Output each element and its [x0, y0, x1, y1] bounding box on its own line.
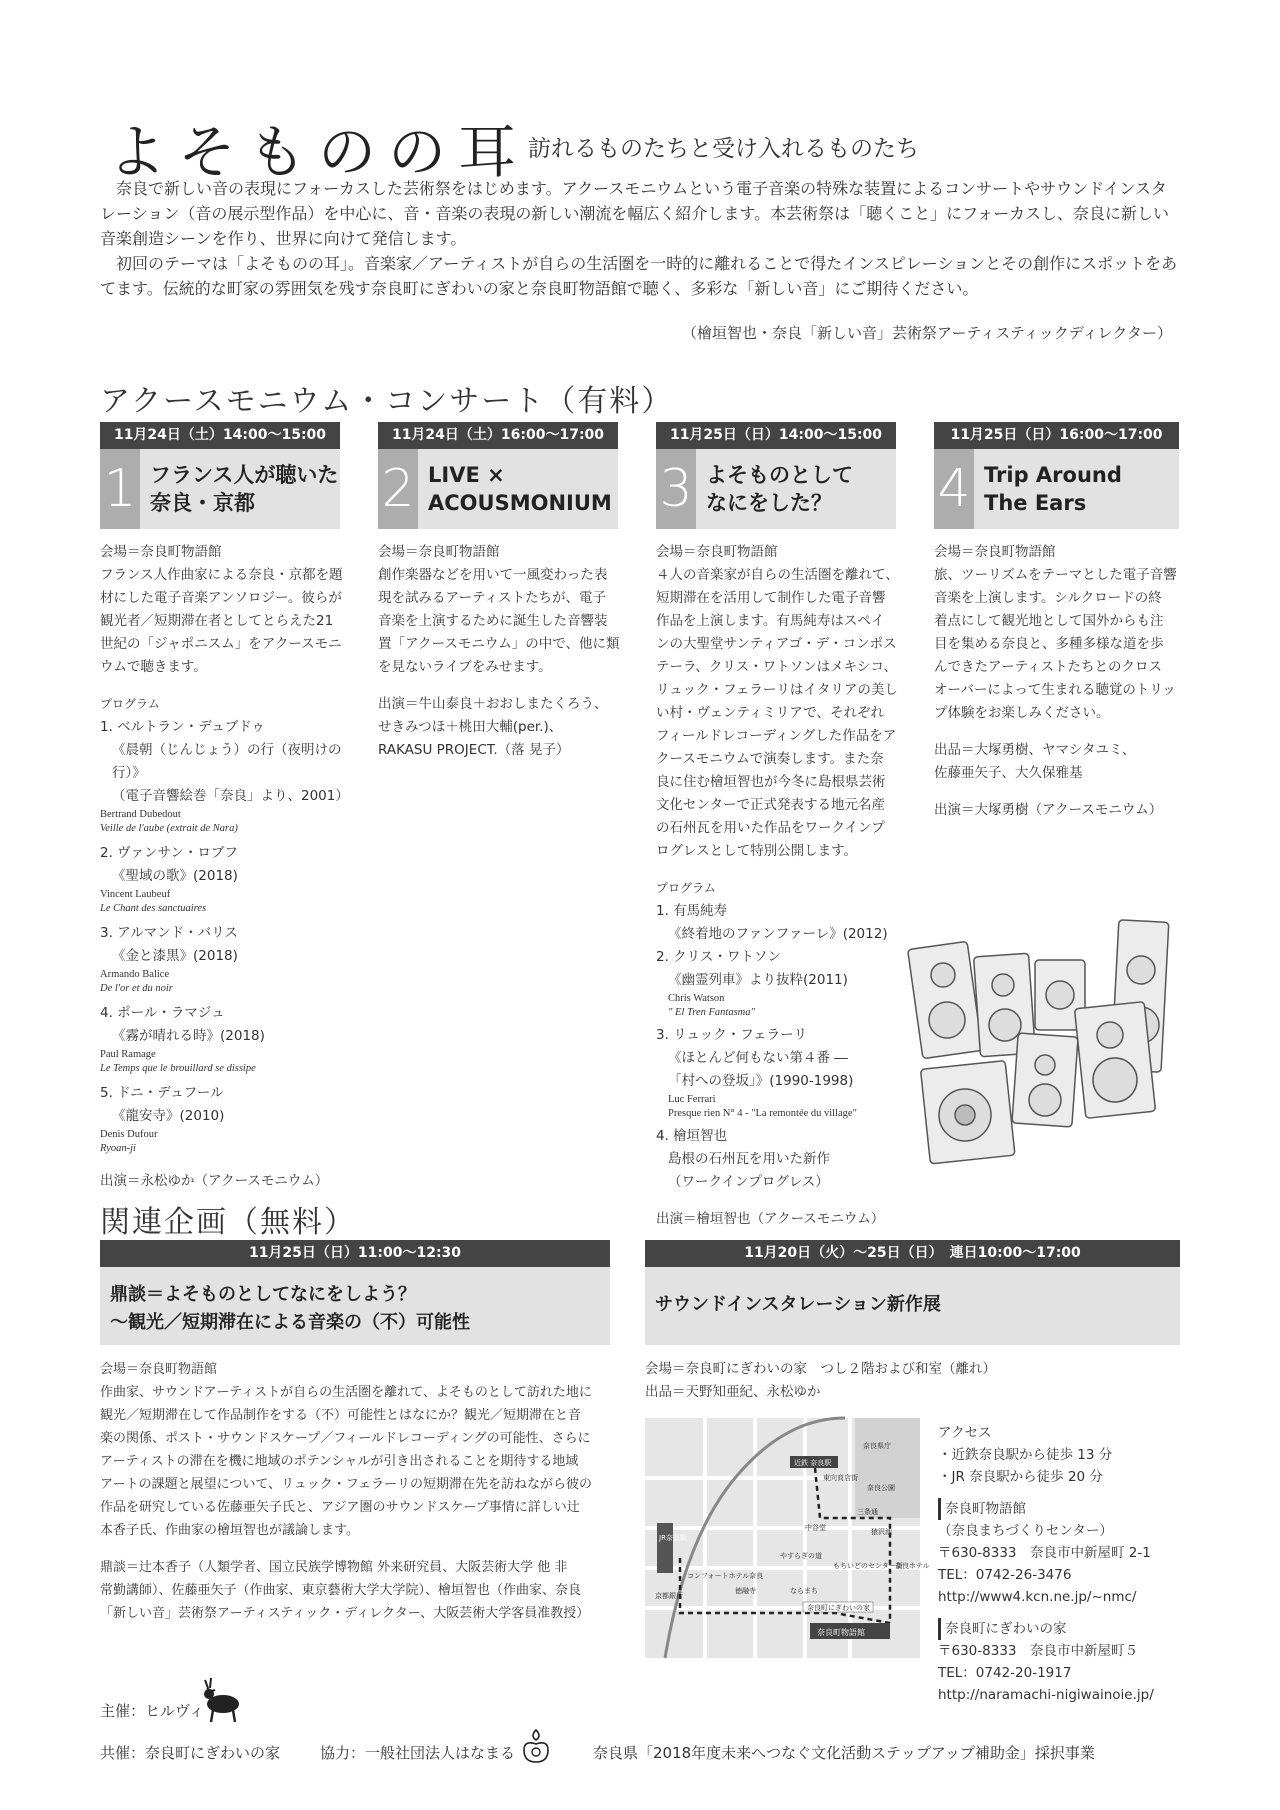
program-work: （電子音響絵巻「奈良」より、2001） [112, 788, 349, 804]
desc-line: 楽の関係、ポスト・サウンドスケープ／フィールドレコーディングの可能性、さらに [100, 1431, 591, 1446]
desc-line: の石州瓦を用いた作品をワークインプ [656, 820, 885, 836]
speakers-line: 鼎談＝辻本香子（人類学者、国立民族学博物館 外来研究員、大阪芸術大学 他 非 [100, 1560, 568, 1575]
program-work: （ワークインプログレス） [668, 1174, 829, 1190]
card-title [110, 1281, 470, 1337]
desc-line: プ体験をお楽しみください。 [934, 705, 1110, 721]
desc-line: クースモニウムで演奏します。また奈 [656, 751, 884, 767]
venue: 会場＝奈良町物語館 [934, 544, 1056, 560]
program-en-work: Le Chant des sanctuaires [100, 903, 207, 914]
program-item: 4. ポール・ラマジュ [100, 1005, 225, 1021]
venue: 会場＝奈良町物語館 [378, 544, 500, 560]
concert-card-3-body [656, 541, 916, 1231]
map-label: 奈良公園 [867, 1484, 895, 1492]
speakers-line: 常勤講師）、佐藤亜矢子（作曲家、東京藝術大学大学院）、檜垣智也（作曲家、奈良 [100, 1583, 582, 1598]
program-work: 《晨朝（じんじょう）の行（夜明けの行）》 [112, 742, 342, 781]
program-en-name: Bertrand Dubedout [100, 809, 181, 820]
access-label: アクセス [938, 1425, 992, 1441]
program-label: プログラム [100, 697, 160, 711]
program-item: 1. ベルトラン・デュブドゥ [100, 719, 265, 735]
program-item: 5. ドニ・デュフール [100, 1085, 224, 1101]
related-right-card [645, 1240, 1180, 1345]
desc-line: 材にした電子音楽アンソロジー。彼らが [100, 590, 342, 606]
card-title [984, 461, 1122, 517]
desc-line: 文化センターで正式発表する地元名産 [656, 797, 885, 813]
program-item: 2. ヴァンサン・ロブフ [100, 845, 238, 861]
program-work: 《龍安寺》(2010) [112, 1108, 225, 1124]
card-title-line: なにをした？ [706, 491, 832, 515]
program-label: プログラム [656, 881, 716, 895]
access-line: ・JR 奈良駅から徒歩 20 分 [938, 1469, 1103, 1485]
desc-line: 目を集める奈良と、多種多様な道を歩 [934, 636, 1164, 652]
program-work: 《終着地のファンファーレ》(2012) [668, 926, 888, 942]
venue-line: TEL：0742-26-3476 [938, 1567, 1072, 1583]
desc-line: 観光者／短期滞在者としてとらえた21 [100, 613, 334, 629]
desc-line: を見ないライブをみせます。 [378, 659, 552, 675]
footer-cooperation: 協力：一般社団法人はなまる [320, 1744, 516, 1762]
card-title [706, 461, 853, 517]
program-work: 《金と漆黒》(2018) [112, 948, 238, 964]
venue-name: 奈良町物語館 [938, 1498, 1188, 1520]
card-number: 1 [100, 449, 140, 529]
program-work: 《幽霊列車》より抜粋(2011) [668, 972, 848, 988]
map-label: 東向商店街 [823, 1474, 858, 1482]
venue-line: TEL：0742-20-1917 [938, 1665, 1072, 1681]
venue-line: （奈良まちづくりセンター） [938, 1523, 1113, 1539]
page-title: よそものの耳 [108, 118, 529, 186]
access-map [645, 1418, 930, 1658]
program-work: 「村への登坂」》(1990-1998) [668, 1073, 854, 1089]
card-title-line: 鼎談＝よそものとしてなにをしよう？ [110, 1284, 416, 1305]
deer-logo [195, 1676, 245, 1724]
desc-line: 現を試みるアーティストたちが、電子 [378, 590, 607, 606]
card-title-line: ACOUSMONIUM [428, 491, 612, 515]
venue-name: 奈良町にぎわいの家 [938, 1618, 1188, 1640]
program-en-name: Denis Dufour [100, 1129, 158, 1140]
card-title-line: 奈良・京都 [150, 491, 255, 515]
desc-line: 作品を上演します。有馬純寿はスペイ [656, 613, 885, 629]
card-date: 11月25日（日）14:00〜15:00 [656, 422, 896, 449]
program-work: 《霧が晴れる時》(2018) [112, 1028, 265, 1044]
desc-line: ログレスとして特別公開します。 [656, 843, 858, 859]
card-date: 11月24日（土）16:00〜17:00 [378, 422, 618, 449]
map-label: ならまち [790, 1587, 818, 1595]
desc-line: リュック・フェラーリはイタリアの美し [656, 682, 898, 698]
program-en-name: Armando Balice [100, 969, 170, 980]
concert-card-4 [934, 422, 1179, 529]
program-item: 3. リュック・フェラーリ [656, 1027, 808, 1043]
desc-line: テーラ、クリス・ワトソンはメキシコ、 [656, 659, 897, 675]
desc-line: 良に住む檜垣智也が今冬に島根県芸術 [656, 774, 886, 790]
card-title-line: The Ears [984, 491, 1087, 515]
venue-url[interactable]: http://www4.kcn.ne.jp/~nmc/ [938, 1589, 1137, 1605]
card-title-block [378, 449, 618, 529]
map-label: もちいどのセンター街 [833, 1562, 903, 1570]
desc-line: 短期滞在を活用して制作した電子音響 [656, 590, 886, 606]
performer: RAKASU PROJECT.（落 晃子） [378, 742, 570, 758]
map-label: 猿沢池 [871, 1528, 892, 1536]
card-title-block [934, 449, 1179, 529]
footer-host: 主催：ヒルヴィ [100, 1702, 205, 1720]
desc-line: ウムで聴きます。 [100, 659, 207, 675]
exhibitors: 佐藤亜矢子、大久保雅基 [934, 765, 1083, 781]
footer-grant: 奈良県「2018年度未来へつなぐ文化活動ステップアップ補助金」採択事業 [593, 1744, 1095, 1762]
desc-line: 音楽を上演します。シルクロードの終 [934, 590, 1162, 606]
card-date: 11月25日（日）11:00〜12:30 [100, 1240, 610, 1267]
program-en-work: Ryoan-ji [100, 1143, 136, 1154]
program-en-work: Veille de l'aube (extrait de Nara) [100, 823, 238, 834]
exhibitors: 出品＝天野知亜紀、永松ゆか [645, 1384, 821, 1400]
desc-line: 本香子氏、作曲家の檜垣智也が議論します。 [100, 1523, 359, 1538]
program-en-work: Le Temps que le brouillard se dissipe [100, 1063, 256, 1074]
map-label: JR奈良駅 [659, 1534, 687, 1542]
page-subtitle: 訪れるものたちと受け入れるものたち [528, 136, 919, 162]
card-title-line: よそものとして [706, 463, 853, 487]
map-label: 中谷堂 [805, 1524, 826, 1532]
venue-url[interactable]: http://naramachi-nigiwainoie.jp/ [938, 1687, 1154, 1703]
intro-paragraph: 奈良で新しい音の表現にフォーカスした芸術祭をはじめます。アクースモニウムという電子音楽の特殊な装置によるコンサートやサウンドインスタレーション（音の展示型作品）を中心に、音・音楽の表現の新しい潮流を幅広く紹介します。本芸術祭は「聴くこと」にフォーカスし、奈良に新しい音楽創造シーンを作り、世界に向けて発信します。 [100, 179, 1169, 248]
desc-line: ンの大聖堂サンティアゴ・デ・コンポス [656, 636, 897, 652]
card-title-line: Trip Around [984, 463, 1122, 487]
program-item: 4. 檜垣智也 [656, 1128, 728, 1144]
concert-card-4-body [934, 541, 1184, 822]
map-label: やすらぎの道 [780, 1552, 822, 1560]
desc-line: アーティストの滞在を機に地域のポテンシャルが引き出されることを期待する地域 [100, 1454, 579, 1469]
card-number: 3 [656, 449, 696, 529]
program-work: 島根の石州瓦を用いた新作 [668, 1151, 830, 1167]
card-title-block [100, 1267, 610, 1345]
program-item: 3. アルマンド・バリス [100, 925, 238, 941]
desc-line: 作曲家、サウンドアーティストが自らの生活圏を離れて、よそものとして訪れた地に [100, 1385, 592, 1400]
card-number: 2 [378, 449, 418, 529]
related-left-card [100, 1240, 610, 1345]
desc-line: 創作楽器などを用いて一風変わった表 [378, 567, 608, 583]
card-number: 4 [934, 449, 974, 529]
performer: 出演＝檜垣智也（アクースモニウム） [656, 1211, 885, 1227]
card-date: 11月24日（土）14:00〜15:00 [100, 422, 340, 449]
program-en-work: " El Tren Fantasma" [668, 1007, 755, 1018]
map-label: 三条通 [857, 1508, 878, 1516]
venue: 会場＝奈良町物語館 [656, 544, 778, 560]
card-date: 11月25日（日）16:00〜17:00 [934, 422, 1179, 449]
map-label: 近鉄 奈良駅 [794, 1459, 832, 1467]
related-right-body [645, 1358, 1185, 1404]
exhibitors: 出品＝大塚勇樹、ヤマシタユミ、 [934, 742, 1136, 758]
desc-line: んできたアーティストたちとのクロス [934, 659, 1163, 675]
desc-line: 観光／短期滞在して作品制作をする（不）可能性とはなにか？観光／短期滞在と音 [100, 1408, 582, 1423]
card-title: サウンドインスタレーション新作展 [655, 1294, 941, 1315]
concert-heading: アクースモニウム・コンサート（有料） [100, 384, 674, 419]
footer-cohost: 共催：奈良町にぎわいの家 [100, 1744, 281, 1762]
intro-text [100, 176, 1180, 301]
program-en-work: Presque rien N° 4 - "La remontée du village" [668, 1108, 857, 1119]
program-en-work: De l'or et du noir [100, 983, 173, 994]
desc-line: 作品を研究している佐藤亜矢子氏と、アジア圏のサウンドスケープ事情に詳しい辻 [100, 1500, 580, 1515]
performer: 出演＝牛山泰良＋おおしまたくろう、 [378, 696, 608, 712]
card-title-line: LIVE × [428, 463, 505, 487]
map-label: 奈良町物語館 [817, 1628, 865, 1637]
venue: 会場＝奈良町物語館 [100, 1362, 218, 1377]
card-title [428, 461, 612, 517]
program-en-name: Paul Ramage [100, 1049, 156, 1060]
speakers-illustration [905, 915, 1175, 1165]
hanamaru-logo [518, 1726, 554, 1770]
card-title-block [100, 449, 340, 529]
intro-paragraph: 初回のテーマは「よそものの耳」。音楽家／アーティストが自らの生活圏を一時的に離れることで得たインスピレーションとその創作にスポットをあてます。伝統的な町家の雰囲気を残す奈良町にぎわいの家と奈良町物語館で聴く、多彩な「新しい音」にご期待ください。 [100, 254, 1178, 298]
card-title-line: フランス人が聴いた [150, 463, 339, 487]
desc-line: い村・ヴェンティミリアで、それぞれ [656, 705, 885, 721]
director-signature: （檜垣智也・奈良「新しい音」芸術祭アーティスティックディレクター） [681, 324, 1172, 342]
related-left-body [100, 1358, 620, 1625]
speakers-line: 「新しい音」芸術祭アーティスティック・ディレクター、大阪芸術大学客員准教授） [100, 1606, 590, 1621]
desc-line: オーバーによって生まれる聴覚のトリッ [934, 682, 1176, 698]
performer: 出演＝永松ゆか（アクースモニウム） [100, 1173, 329, 1189]
desc-line: 世紀の「ジャポニスム」をアクースモニ [100, 636, 342, 652]
program-work: 《ほとんど何もない第４番 ― [668, 1050, 848, 1066]
desc-line: 音楽を上演するために誕生した音響装 [378, 613, 608, 629]
card-title-line: 〜観光／短期滞在による音楽の（不）可能性 [110, 1312, 470, 1333]
program-item: 1. 有馬純寿 [656, 903, 728, 919]
program-en-name: Luc Ferrari [668, 1094, 716, 1105]
map-label: 奈良ホテル [895, 1562, 930, 1570]
program-en-name: Vincent Laubeuf [100, 889, 171, 900]
access-line: ・近鉄奈良駅から徒歩 13 分 [938, 1447, 1113, 1463]
map-label: コンフォートホテル奈良 [687, 1572, 764, 1580]
desc-line: フィールドレコーディングした作品をア [656, 728, 897, 744]
map-label: 奈良町にぎわいの家 [807, 1604, 870, 1612]
card-date: 11月20日（火）〜25日（日） 連日10:00〜17:00 [645, 1240, 1180, 1267]
desc-line: ４人の音楽家が自らの生活圏を離れて、 [656, 567, 899, 583]
desc-line: フランス人作曲家による奈良・京都を題 [100, 567, 343, 583]
venue-line: 〒630-8333 奈良市中新屋町 2-1 [938, 1545, 1151, 1561]
map-label: 京都銀行 [655, 1592, 683, 1600]
venue-line: 〒630-8333 奈良市中新屋町５ [938, 1643, 1138, 1659]
access-info [938, 1422, 1188, 1706]
performer: せきみつほ＋桃田大輔(per.)、 [378, 719, 563, 735]
desc-line: アートの課題と展望について、リュック・フェラーリの短期滞在先を訪ねながら彼の [100, 1477, 593, 1492]
performer: 出演＝大塚勇樹（アクースモニウム） [934, 802, 1163, 818]
program-item: 2. クリス・ワトソン [656, 949, 781, 965]
venue: 会場＝奈良町物語館 [100, 544, 222, 560]
concert-card-1-body [100, 541, 350, 1193]
program-work: 《聖域の歌》(2018) [112, 868, 238, 884]
concert-card-2-body [378, 541, 628, 762]
desc-line: 着点にして観光地として国外からも注 [934, 613, 1164, 629]
related-heading: 関連企画（無料） [100, 1205, 356, 1240]
map-label: 徳融寺 [735, 1587, 756, 1595]
map-label: 奈良県庁 [863, 1442, 891, 1450]
desc-line: 置「アクースモニウム」の中で、他に類 [378, 636, 620, 652]
program-en-name: Chris Watson [668, 993, 725, 1004]
card-title [150, 461, 338, 517]
card-title-block [645, 1267, 1180, 1345]
card-title-block [656, 449, 896, 529]
concert-card-2 [378, 422, 618, 529]
concert-card-1 [100, 422, 340, 529]
concert-card-3 [656, 422, 896, 529]
desc-line: 旅、ツーリズムをテーマとした電子音響 [934, 567, 1177, 583]
venue: 会場＝奈良町にぎわいの家 つし２階および和室（離れ） [645, 1361, 996, 1377]
